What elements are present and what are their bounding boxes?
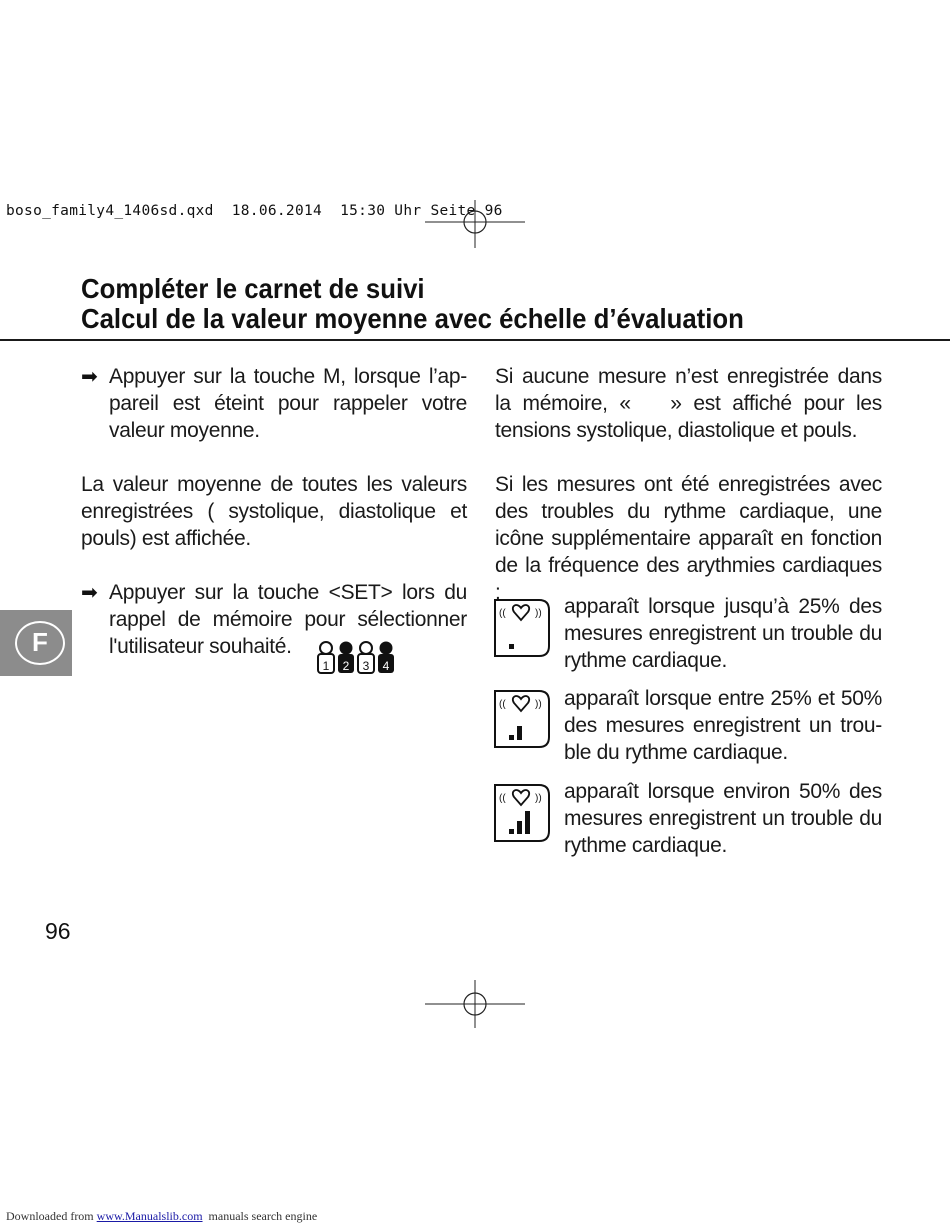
user-1-icon — [318, 642, 334, 673]
user-2-number: 2 — [342, 659, 350, 673]
arrow-right-icon: ➡ — [81, 366, 98, 388]
svg-text:)): )) — [535, 608, 542, 619]
user-2-icon — [338, 642, 354, 674]
user-3-icon — [358, 642, 374, 673]
right-column — [495, 363, 882, 606]
language-tab-letter: F — [15, 621, 65, 665]
svg-text:)): )) — [535, 793, 542, 804]
left-column — [81, 363, 467, 660]
title-line-2: Calcul de la valeur moyenne avec échelle d’évaluation — [81, 303, 744, 334]
user-select-icon — [316, 639, 396, 675]
language-tab — [0, 610, 72, 676]
heart-signal-1-bar-icon — [493, 596, 551, 660]
manualslib-link[interactable]: www.Manualslib.com — [96, 1209, 203, 1223]
instruction-bullet-1 — [81, 363, 467, 444]
title-line-1: Compléter le carnet de suivi — [81, 273, 425, 304]
slug-page: Seite 96 — [430, 203, 503, 219]
user-4-number: 4 — [382, 659, 390, 673]
heart-signal-3-bars-icon — [493, 781, 551, 845]
arrow-right-icon: ➡ — [81, 582, 98, 604]
svg-text:((: (( — [499, 608, 506, 619]
svg-text:((: (( — [499, 699, 506, 710]
user-4-icon — [378, 642, 394, 674]
page-title — [81, 274, 744, 334]
registration-mark-top — [425, 200, 525, 248]
heart-signal-2-bars-icon — [493, 687, 551, 751]
user-1-number: 1 — [322, 659, 330, 673]
average-paragraph: La valeur moyenne de toutes les valeurs enregistrées ( systolique, diastolique et pouls) est affichée. — [81, 473, 467, 550]
no-measurement-text-end: » est affiché pour les tensions systolique, diastolique et pouls. — [495, 392, 882, 442]
footer-prefix: Downloaded from — [6, 1209, 97, 1223]
svg-text:)): )) — [535, 699, 542, 710]
title-rule — [0, 339, 950, 341]
svg-text:((: (( — [499, 793, 506, 804]
arrhythmia-paragraph: Si les mesures ont été enregistrées avec des troubles du rythme cardiaque, une icône supplémentaire apparaît en fonction de la fréquence des arythmies cardiaques : — [495, 473, 882, 604]
download-footer — [6, 1209, 317, 1224]
arrhythmia-level-2-text: apparaît lorsque entre 25% et 50% des mesures enregistrent un trou-ble du rythme cardiaque. — [564, 687, 882, 764]
bullet-2-text: Appuyer sur la touche <SET> lors du rappel de mémoire pour sélectionner — [109, 581, 467, 631]
slug-time: 15:30 Uhr — [340, 203, 422, 219]
bullet-1-text: Appuyer sur la touche M, lorsque l’ap-pareil est éteint pour rappeler votre valeur moyenne. — [109, 365, 467, 442]
page-number: 96 — [45, 918, 71, 944]
bullet-2-text-end: l'utilisateur souhaité. — [109, 635, 292, 658]
instruction-bullet-2 — [81, 579, 467, 660]
slug-date: 18.06.2014 — [231, 203, 323, 219]
arrhythmia-level-1-text: apparaît lorsque jusqu’à 25% des mesures enregistrent un trouble du rythme cardiaque. — [564, 595, 882, 672]
footer-suffix: manuals search engine — [202, 1209, 318, 1223]
user-3-number: 3 — [362, 659, 370, 673]
no-measurement-text-start: Si aucune mesure n’est enregistrée dans la mémoire, « — [495, 365, 882, 415]
arrhythmia-level-3-text: apparaît lorsque environ 50% des mesures enregistrent un trouble du rythme cardiaque. — [564, 780, 882, 857]
slug-file: boso_family4_1406sd.qxd — [6, 203, 214, 219]
registration-mark-bottom — [425, 980, 525, 1028]
no-measurement-paragraph — [495, 363, 882, 444]
